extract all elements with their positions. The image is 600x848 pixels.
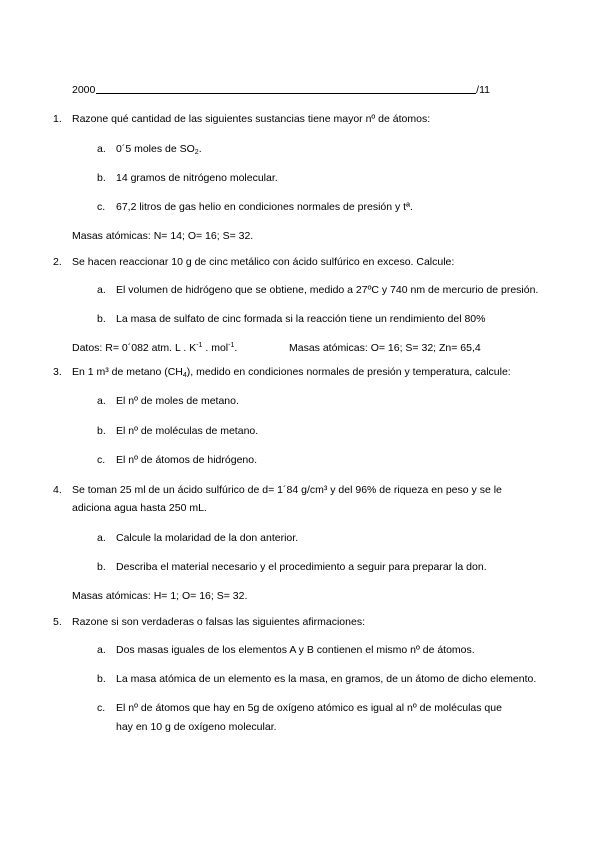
q1b-text: 14 gramos de nitrógeno molecular.: [116, 172, 278, 184]
q3-number: 3.: [53, 366, 62, 378]
q3c-label: c.: [97, 454, 106, 466]
q1c-label: c.: [97, 201, 106, 213]
q2a-label: a.: [97, 284, 106, 296]
q5c-label: c.: [97, 702, 106, 714]
q4a-label: a.: [97, 532, 106, 544]
q3b-text: El nº de moléculas de metano.: [116, 425, 259, 437]
q2-atomic-masses: Masas atómicas: O= 16; S= 32; Zn= 65,4: [289, 342, 481, 354]
q1c-text: 67,2 litros de gas helio en condiciones normales de presión y tª.: [116, 201, 413, 213]
q5c-text-line2: hay en 10 g de oxígeno molecular.: [116, 721, 277, 733]
q1b-label: b.: [97, 172, 106, 184]
q5b-label: b.: [97, 673, 106, 685]
q3a-text: El nº de moles de metano.: [116, 395, 239, 407]
q2b-label: b.: [97, 313, 106, 325]
header-number: /11: [476, 84, 490, 96]
q2-statement: Se hacen reaccionar 10 g de cinc metálico con ácido sulfúrico en exceso. Calcule:: [72, 256, 455, 268]
q3a-label: a.: [97, 395, 106, 407]
q5c-text-line1: El nº de átomos que hay en 5g de oxígeno atómico es igual al nº de moléculas que: [116, 702, 502, 714]
q3-statement: En 1 m³ de metano $(CH_4)$, medido en condiciones normales de presión y temperatura, calcule:: [72, 366, 511, 379]
q4b-text: Describa el material necesario y el procedimiento a seguir para preparar la don.: [116, 561, 487, 573]
q4a-text: Calcule la molaridad de la don anterior.: [116, 532, 299, 544]
header-underline: [96, 92, 476, 94]
q4-number: 4.: [53, 484, 62, 496]
q4-atomic-masses: Masas atómicas: H= 1; O= 16; S= 32.: [72, 590, 248, 602]
q1a-label: a.: [97, 143, 106, 155]
q1-statement: Razone qué cantidad de las siguientes sustancias tiene mayor nº de átomos:: [72, 113, 431, 125]
q2-data: Datos: R= 0´082 atm. L . $K^{-1}$ . mol$^{-1}$.: [72, 342, 238, 354]
q5-statement: Razone si son verdaderas o falsas las siguientes afirmaciones:: [72, 616, 365, 628]
q5a-label: a.: [97, 644, 106, 656]
q5-number: 5.: [53, 616, 62, 628]
q4b-label: b.: [97, 561, 106, 573]
q3b-label: b.: [97, 425, 106, 437]
q5a-text: Dos masas iguales de los elementos A y B contienen el mismo nº de átomos.: [116, 644, 475, 656]
q1a-text: 0´5 moles de $SO_2$.: [116, 143, 202, 156]
q2b-text: La masa de sulfato de cinc formada si la reacción tiene un rendimiento del 80%: [116, 313, 486, 325]
header-year: 2000: [72, 84, 96, 96]
q4-statement-line1: Se toman 25 ml de un ácido sulfúrico de d= 1´84 g/cm³ y del 96% de riqueza en peso y se le: [72, 484, 502, 496]
q2a-text: El volumen de hidrógeno que se obtiene, medido a 27ºC y 740 nm de mercurio de presión.: [116, 284, 539, 296]
q1-atomic-masses: Masas atómicas: N= 14; O= 16; S= 32.: [72, 230, 254, 242]
q2-number: 2.: [53, 256, 62, 268]
q1-number: 1.: [53, 113, 62, 125]
q5b-text: La masa atómica de un elemento es la masa, en gramos, de un átomo de dicho elemento.: [116, 673, 537, 685]
q4-statement-line2: adiciona agua hasta 250 mL.: [72, 502, 207, 514]
q3c-text: El nº de átomos de hidrógeno.: [116, 454, 258, 466]
exam-header: [72, 82, 490, 96]
